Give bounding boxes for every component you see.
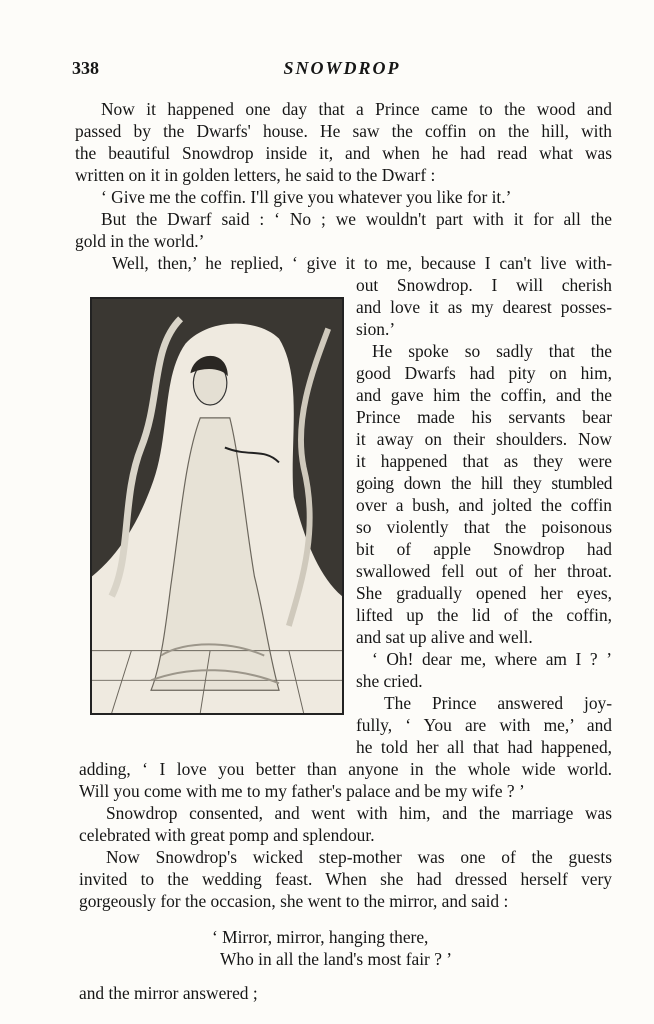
text-line: it away on their shoulders. Now	[356, 429, 612, 449]
text-line: it happened that as they were	[356, 451, 612, 471]
text-line: bit of apple Snowdrop had	[356, 539, 612, 559]
text-line: Prince made his servants bear	[356, 407, 612, 427]
verse-line: ‘ Mirror, mirror, hanging there,	[212, 927, 429, 947]
text-line: and the mirror answered ;	[79, 983, 258, 1003]
running-title: SNOWDROP	[283, 58, 401, 78]
text-line: and sat up alive and well.	[356, 627, 533, 647]
text-line: He spoke so sadly that the	[372, 341, 612, 361]
text-line: she cried.	[356, 671, 423, 691]
text-line: going down the hill they stumbled	[356, 473, 612, 493]
page-header	[72, 58, 612, 82]
text-line: sion.’	[356, 319, 396, 339]
text-line: celebrated with great pomp and splendour.	[79, 825, 375, 845]
text-line: But the Dwarf said : ‘ No ; we wouldn't part with it for all the	[101, 209, 612, 229]
text-line: Will you come with me to my father's palace and be my wife ? ’	[79, 781, 525, 801]
text-line: She gradually opened her eyes,	[356, 583, 612, 603]
text-line: The Prince answered joy-	[384, 693, 612, 713]
text-line: ‘ Oh! dear me, where am I ? ’	[372, 649, 612, 669]
text-line: written on it in golden letters, he said to the Dwarf :	[75, 165, 436, 185]
text-line: fully, ‘ You are with me,’ and	[356, 715, 612, 735]
text-line: ‘ Give me the coffin. I'll give you whatever you like for it.’	[101, 187, 512, 207]
text-line: Now it happened one day that a Prince came to the wood and	[101, 99, 612, 119]
page-number: 338	[72, 58, 99, 78]
text-line: over a bush, and jolted the coffin	[356, 495, 612, 515]
text-line: and love it as my dearest posses-	[356, 297, 612, 317]
illustration	[90, 297, 344, 715]
text-line: he told her all that had happened,	[356, 737, 612, 757]
text-line: the beautiful Snowdrop inside it, and when he had read what was	[75, 143, 612, 163]
verse-line: Who in all the land's most fair ? ’	[220, 949, 453, 969]
text-line: swallowed fell out of her throat.	[356, 561, 612, 581]
woman-in-flames-illustration	[92, 299, 342, 713]
text-line: gorgeously for the occasion, she went to the mirror, and said :	[79, 891, 509, 911]
text-line: and gave him the coffin, and the	[356, 385, 612, 405]
text-line: out Snowdrop. I will cherish	[356, 275, 612, 295]
text-line: good Dwarfs had pity on him,	[356, 363, 612, 383]
text-line: lifted up the lid of the coffin,	[356, 605, 612, 625]
text-line: passed by the Dwarfs' house. He saw the coffin on the hill, with	[75, 121, 612, 141]
text-line: gold in the world.’	[75, 231, 205, 251]
text-line: Well, then,’ he replied, ‘ give it to me, because I can't live with-	[112, 253, 612, 273]
text-line: adding, ‘ I love you better than anyone in the whole wide world.	[79, 759, 612, 779]
text-line: Now Snowdrop's wicked step-mother was one of the guests	[106, 847, 612, 867]
text-line: Snowdrop consented, and went with him, and the marriage was	[106, 803, 612, 823]
text-line: so violently that the poisonous	[356, 517, 612, 537]
text-line: invited to the wedding feast. When she had dressed herself very	[79, 869, 612, 889]
